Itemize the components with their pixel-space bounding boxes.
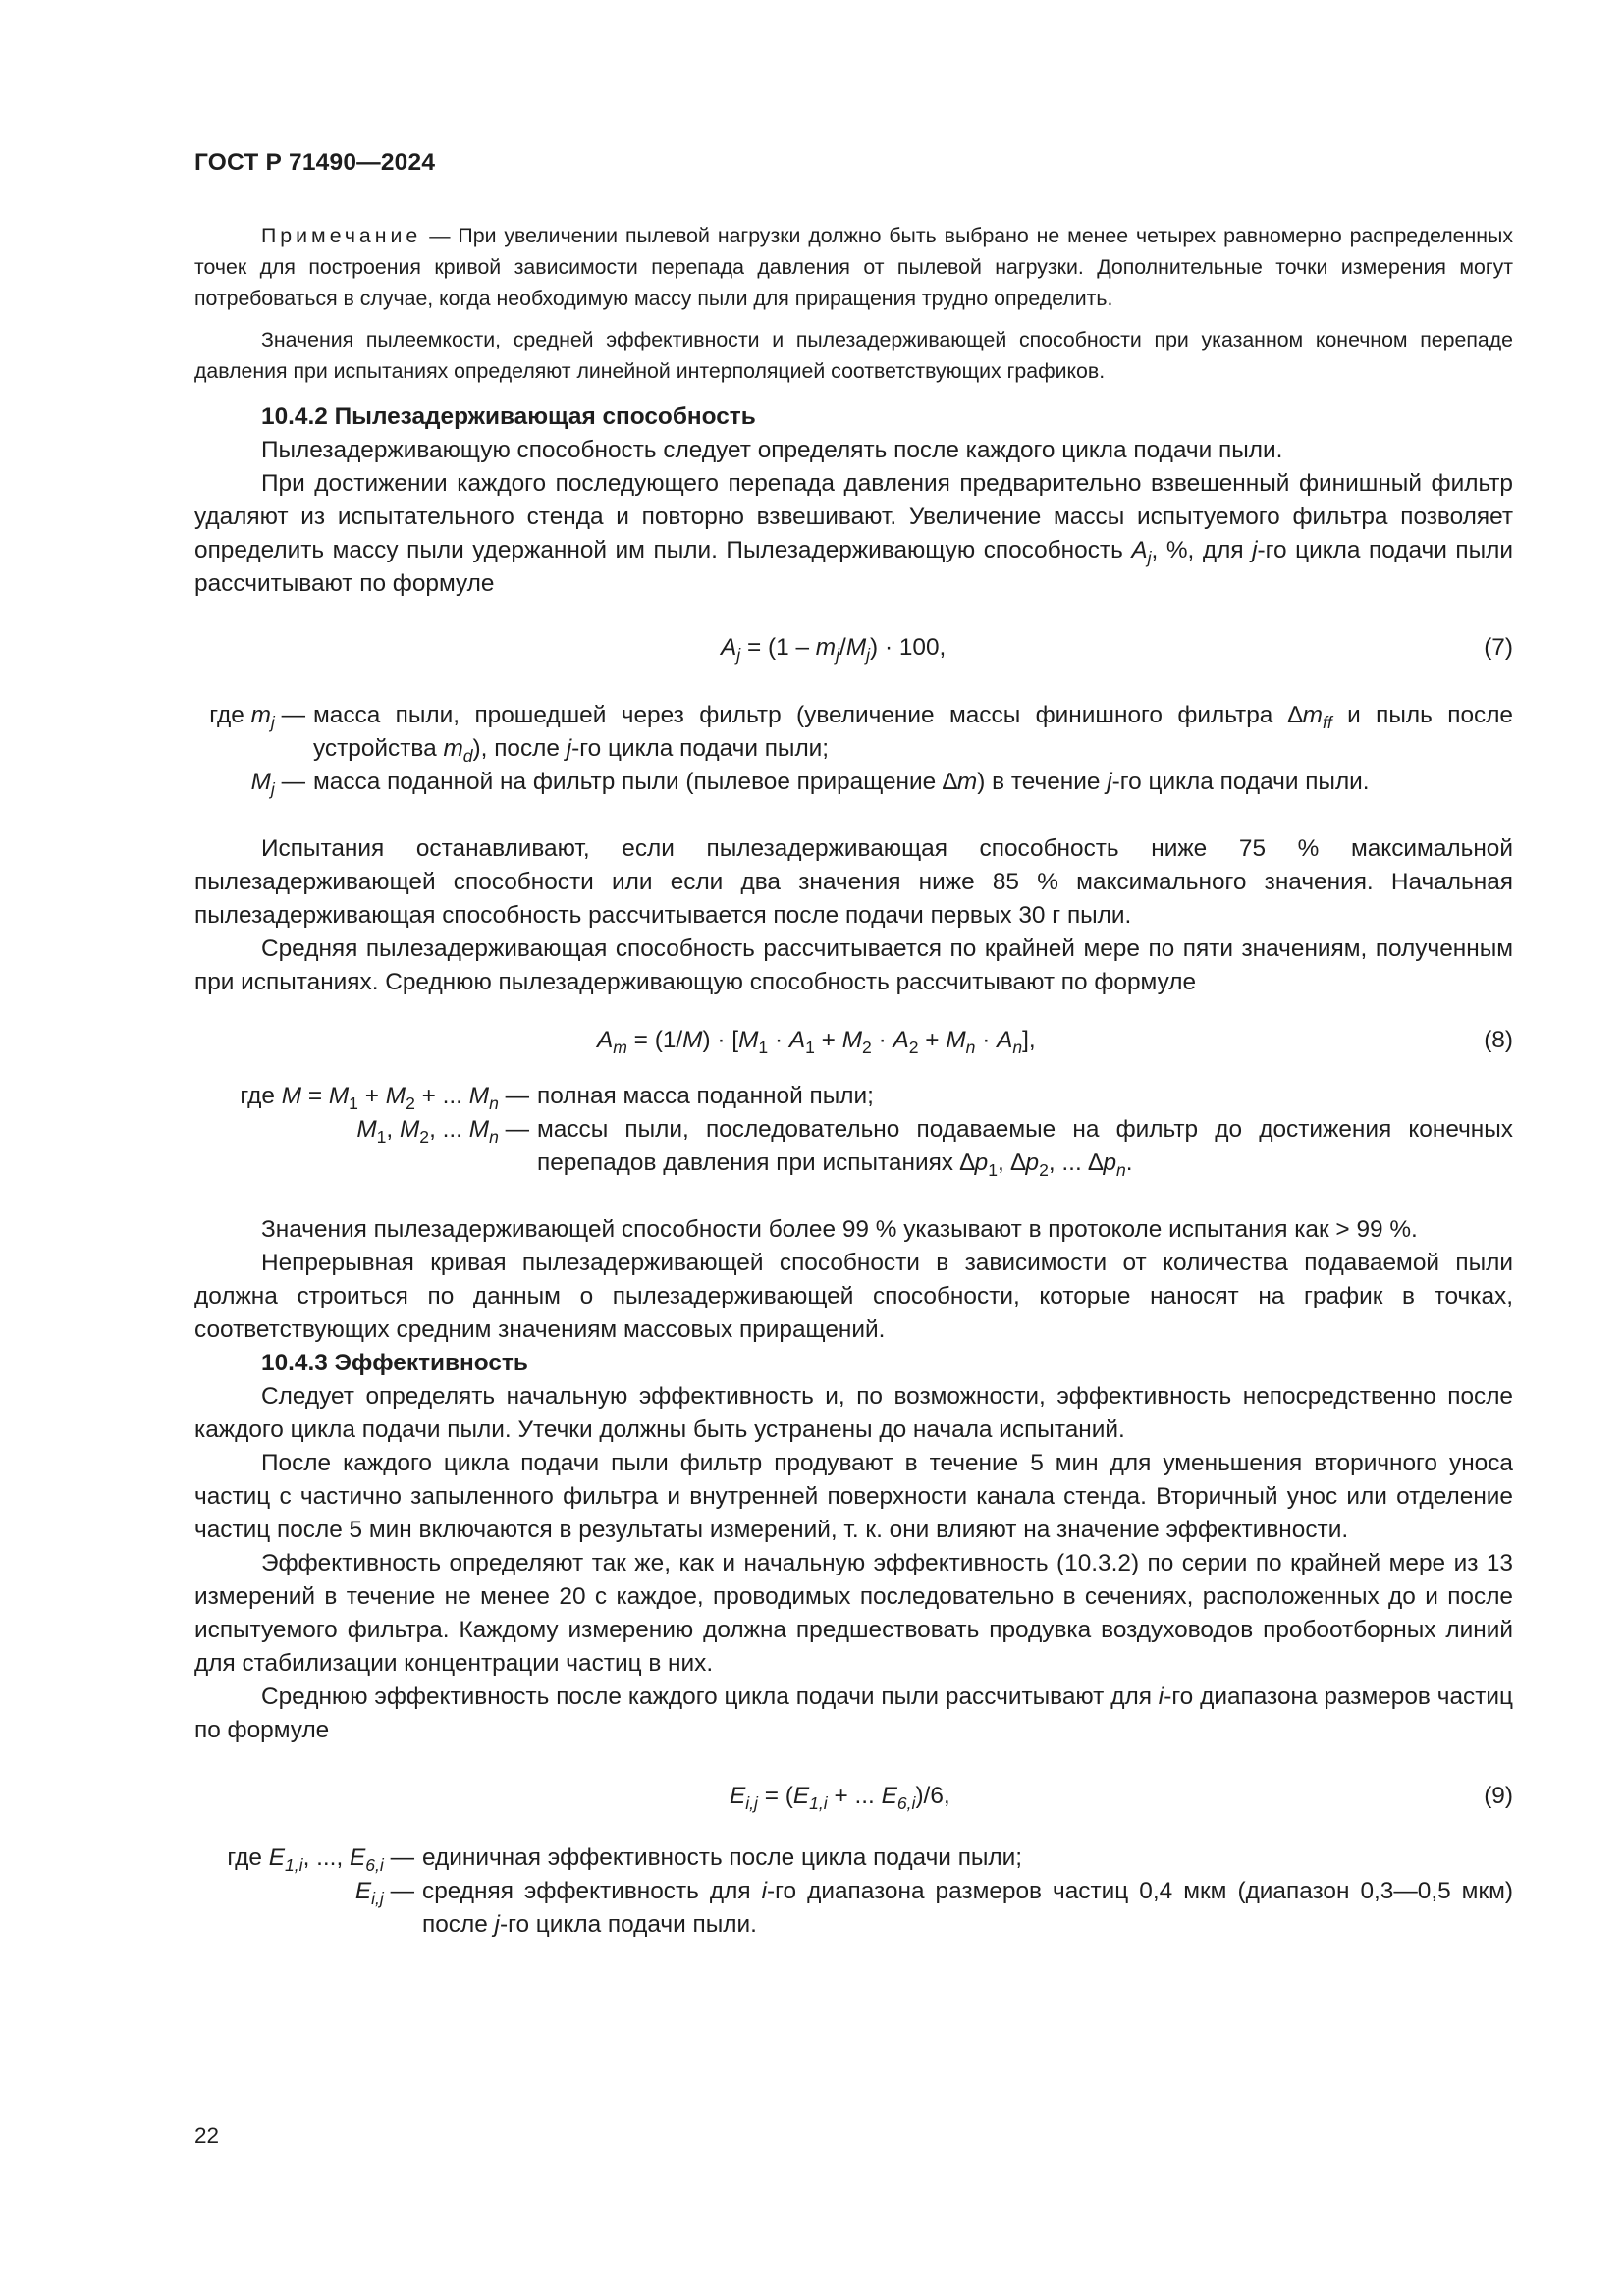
legend-symbol: где $E_{1,i}$, ..., $E_{6,i}$ — [227, 1844, 414, 1876]
paragraph: Эффективность определяют так же, как и начальную эффективность (10.3.2) по серии по крайней мере из 13 измерений в течение не менее 20 с каждое, проводимых последовательно в сечениях, расположенных до и после испытуемого фильтра. Каждому измерению должна предшествовать продувка воздуховодов пробоотборных линий для стабилизации концентрации частиц в них. [194, 1550, 1513, 1677]
paragraph: Пылезадерживающую способность следует определять после каждого цикла подачи пыли. [261, 437, 1283, 463]
note-label: Примечание [261, 224, 422, 247]
legend-symbol: где $m_j$ — [209, 702, 305, 733]
paragraph: Среднюю эффективность после каждого цикла подачи пыли рассчитывают для i-го диапазона размеров частиц по формуле [194, 1683, 1513, 1743]
section-heading-10-4-3: 10.4.3 Эффективность [261, 1350, 528, 1376]
legend-symbol: $M_j$ — [250, 769, 305, 800]
legend-definition: масса поданной на фильтр пыли (пылевое приращение ∆m) в течение j-го цикла подачи пыли. [313, 769, 1370, 795]
paragraph: Следует определять начальную эффективность и, по возможности, эффективность непосредственно после каждого цикла подачи пыли. Утечки должны быть устранены до начала испытаний. [194, 1383, 1513, 1443]
page-number: 22 [194, 2123, 220, 2148]
formula-expression: $A_j = (1 - m_j/M_j) \cdot 100$, [721, 634, 947, 666]
paragraph: После каждого цикла подачи пыли фильтр продувают в течение 5 мин для уменьшения вторичного уноса частиц с частично запыленного фильтра и внутренней поверхности канала стенда. Вторичный унос или отделение частиц после 5 мин включаются в результаты измерений, т. к. они влияют на значение эффективности. [194, 1450, 1513, 1543]
legend-symbol: где $M = M_1 + M_2$ + ... $M_n$ — [240, 1083, 529, 1114]
legend-definition: массы пыли, последовательно подаваемые на фильтр до достижения конечных перепадов давления при испытаниях $\Delta p_1$, $\Delta p_2$, ... $\Delta p_n$. [537, 1116, 1513, 1181]
formula-9-legend [194, 1842, 1513, 1942]
formula-8-legend [194, 1080, 1513, 1180]
legend-definition: полная масса поданной пыли; [537, 1083, 874, 1109]
page-body [194, 220, 1513, 1942]
formula-7-legend [194, 699, 1513, 799]
paragraph: Непрерывная кривая пылезадерживающей способности в зависимости от количества подаваемой пыли должна строиться по данным о пылезадерживающей способности, которые наносят на график в точках, соответствующих средним значениям массовых приращений. [194, 1250, 1513, 1343]
formula-number: (9) [1484, 1783, 1513, 1809]
document-header: ГОСТ Р 71490—2024 [194, 149, 436, 176]
note-paragraph [194, 220, 1513, 314]
note-interpolation-paragraph: Значения пылеемкости, средней эффективности и пылезадерживающей способности при указанном конечном перепаде давления при испытаниях определяют линейной интерполяцией соответствующих графиков. [194, 328, 1513, 383]
formula-9 [194, 1777, 1513, 1816]
paragraph: Значения пылезадерживающей способности более 99 % указывают в протоколе испытания как > 99 %. [261, 1216, 1418, 1243]
formula-number: (7) [1484, 634, 1513, 661]
note-text: — При увеличении пылевой нагрузки должно быть выбрано не менее четырех равномерно распределенных точек для построения кривой зависимости перепада давления от пылевой нагрузки. Дополнительные точки измерения могут потребоваться в случае, когда необходимую массу пыли для приращения трудно определить. [194, 224, 1513, 310]
formula-expression: $A_m = (1/M) \cdot [M_1 \cdot A_1 + M_2 \cdot A_2 + M_n \cdot A_n]$, [597, 1027, 1036, 1058]
paragraph: Средняя пылезадерживающая способность рассчитывается по крайней мере по пяти значениям, полученным при испытаниях. Среднюю пылезадерживающую способность рассчитывают по формуле [194, 935, 1513, 995]
formula-expression: $E_{i,j} = (E_{1,i}$ + ... $E_{6,i})/6$, [730, 1783, 950, 1814]
paragraph: Испытания останавливают, если пылезадерживающая способность ниже 75 % максимальной пылезадерживающей способности или если два значения ниже 85 % максимального значения. Начальная пылезадерживающая способность рассчитывается после подачи первых 30 г пыли. [194, 835, 1513, 929]
legend-symbol: $M_1$, $M_2$, ... $M_n$ — [356, 1116, 529, 1148]
legend-definition: средняя эффективность для i-го диапазона размеров частиц 0,4 мкм (диапазон 0,3—0,5 мкм) после j-го цикла подачи пыли. [422, 1878, 1514, 1938]
legend-definition: единичная эффективность после цикла подачи пыли; [422, 1844, 1023, 1871]
legend-definition: масса пыли, прошедшей через фильтр (увеличение массы финишного фильтра $\Delta m_{ff}$ и пыль после устройства $m_d$), после j-го цикла подачи пыли; [313, 702, 1514, 767]
paragraph: При достижении каждого последующего перепада давления предварительно взвешенный финишный фильтр удаляют из испытательного стенда и повторно взвешивают. Увеличение массы испытуемого фильтра позволяет определить массу пыли удержанной им пыли. Пылезадерживающую способность $A_j$, %, для j-го цикла подачи пыли рассчитывают по формуле [194, 470, 1513, 597]
legend-symbol: $E_{i,j}$ — [354, 1878, 414, 1909]
formula-7 [194, 628, 1513, 667]
formula-8 [194, 1021, 1513, 1060]
section-heading-10-4-2: 10.4.2 Пылезадерживающая способность [261, 403, 756, 430]
formula-number: (8) [1484, 1027, 1513, 1053]
